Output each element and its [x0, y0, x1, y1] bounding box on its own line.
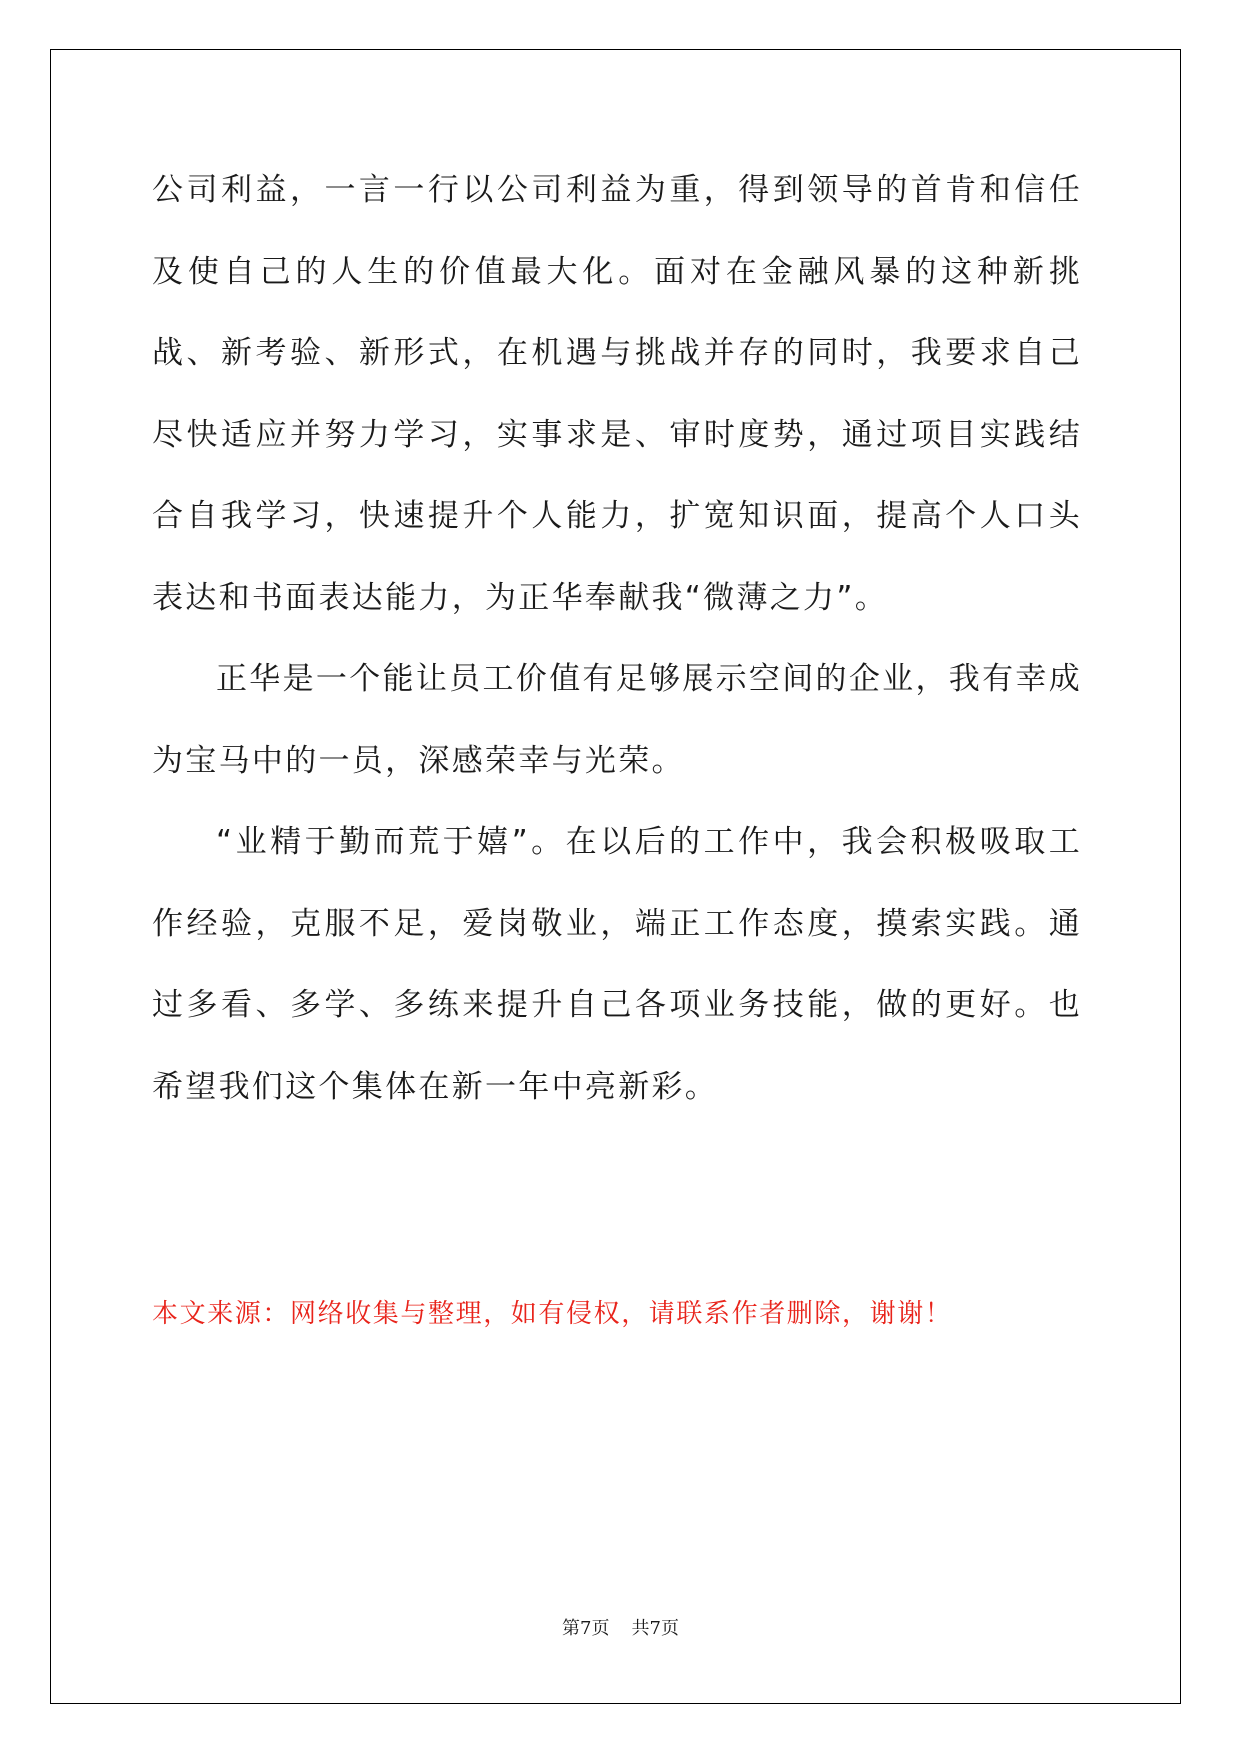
paragraph-3: “业精于勤而荒于嬉”。在以后的工作中，我会积极吸取工作经验，克服不足，爱岗敬业，端正工作态度，摸索实践。通过多看、多学、多练来提升自己各项业务技能，做的更好。也希望我们这个集体在新一年中亮新彩。 — [152, 824, 1082, 1105]
paragraph-1: 公司利益，一言一行以公司利益为重，得到领导的首肯和信任及使自己的人生的价值最大化。面对在金融风暴的这种新挑战、新考验、新形式，在机遇与挑战并存的同时，我要求自己尽快适应并努力学习，实事求是、审时度势，通过项目实践结合自我学习，快速提升个人能力，扩宽知识面，提高个人口头表达和书面表达能力，为正华奉献我“微薄之力”。 — [152, 172, 1082, 616]
page-number-total: 共7页 — [631, 1618, 679, 1639]
document-body — [152, 150, 1082, 1128]
source-note: 本文来源：网络收集与整理，如有侵权，请联系作者删除，谢谢！ — [152, 1299, 953, 1329]
page-number-current: 第7页 — [562, 1618, 610, 1639]
paragraph-2: 正华是一个能让员工价值有足够展示空间的企业，我有幸成为宝马中的一员，深感荣幸与光荣。 — [152, 661, 1082, 779]
page-footer — [0, 1617, 1241, 1641]
